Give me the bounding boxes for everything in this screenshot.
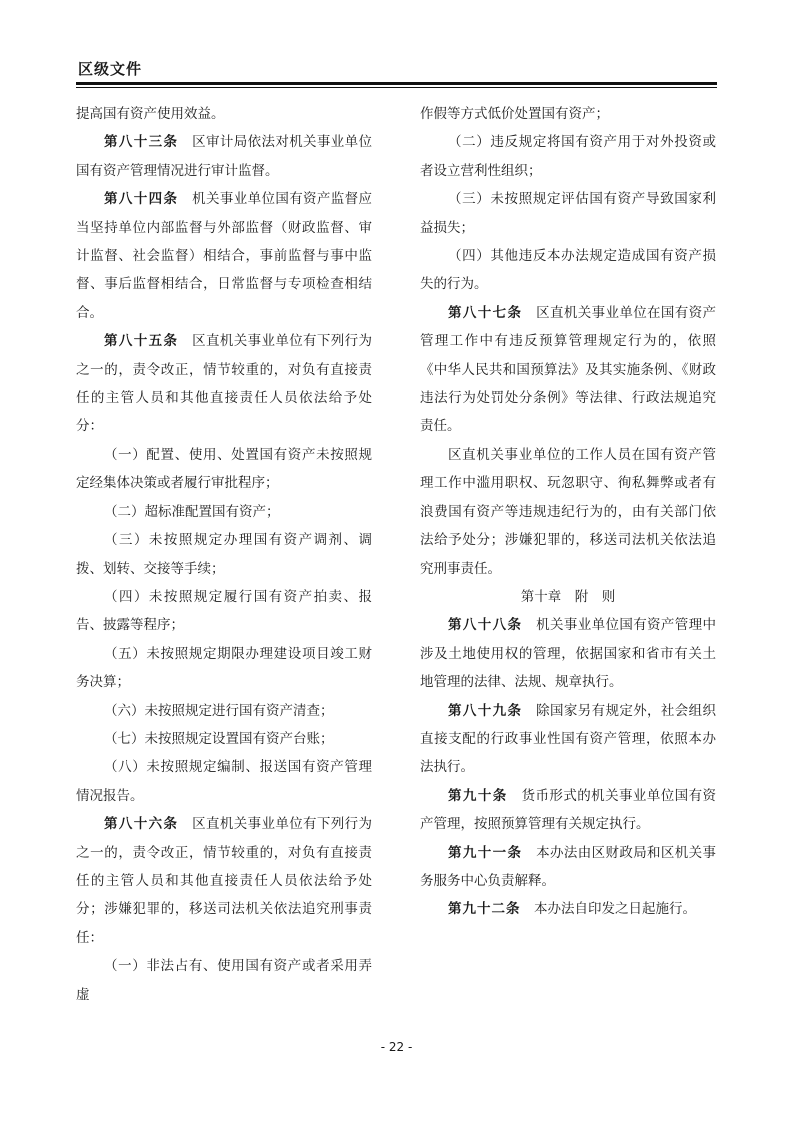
- article-83: 第八十三条 区审计局依法对机关事业单位国有资产管理情况进行审计监督。: [76, 134, 373, 179]
- article-91: 第九十一条 本办法由区财政局和区机关事务服务中心负责解释。: [420, 844, 717, 889]
- list-item: （六）未按照规定进行国有资产清查；: [104, 702, 334, 719]
- list-item: （五）未按照规定期限办理建设项目竣工财务决算；: [76, 645, 372, 691]
- article-number: 第八十六条: [104, 816, 179, 833]
- article-87: 第八十七条 区直机关事业单位在国有资产管理工作中有违反预算管理规定行为的，依照《中华人民共和国预算法》及其实施条例、《财政违法行为处罚处分条例》等法律、行政法规追究责任。: [420, 304, 717, 435]
- document-header-title: 区级文件: [78, 60, 143, 78]
- list-item: （二）超标准配置国有资产；: [104, 503, 280, 520]
- article-number: 第九十一条: [448, 844, 523, 861]
- article-85: 第八十五条 区直机关事业单位有下列行为之一的，责令改正，情节较重的，对负有直接责任的主管人员和其他直接责任人员依法给予处分：: [76, 333, 373, 435]
- article-number: 第八十九条: [448, 702, 523, 719]
- header-rule-thick: [76, 82, 717, 85]
- paragraph: 区直机关事业单位的工作人员在国有资产管理工作中滥用职权、玩忽职守、徇私舞弊或者有浪费国有资产等违规违纪行为的，由有关部门依法给予处分；涉嫌犯罪的，移送司法机关依法追究刑事责任。: [420, 446, 716, 577]
- list-item: （三）未按照规定评估国有资产导致国家利益损失；: [420, 191, 716, 236]
- article-88: 第八十八条 机关事业单位国有资产管理中涉及土地使用权的管理，依据国家和省市有关土地管理的法律、法规、规章执行。: [420, 617, 717, 691]
- article-number: 第八十七条: [448, 304, 523, 321]
- article-number: 第八十八条: [448, 617, 523, 634]
- chapter-heading: 第十章 附 则: [520, 588, 616, 605]
- list-item: （一）非法占有、使用国有资产或者采用弄虚: [76, 958, 372, 1003]
- article-number: 第八十三条: [104, 134, 179, 151]
- header-rule-thin: [76, 87, 717, 88]
- list-item: （二）违反规定将国有资产用于对外投资或者设立营利性组织；: [420, 134, 716, 179]
- list-item: （七）未按照规定设置国有资产台账；: [104, 730, 334, 747]
- article-89: 第八十九条 除国家另有规定外，社会组织直接支配的行政事业性国有资产管理，依照本办法执行。: [420, 702, 717, 776]
- article-86: 第八十六条 区直机关事业单位有下列行为之一的，责令改正，情节较重的，对负有直接责任的主管人员和其他直接责任人员依法给予处分；涉嫌犯罪的，移送司法机关依法追究刑事责任：: [76, 816, 373, 946]
- list-item: （三）未按照规定办理国有资产调剂、调拨、划转、交接等手续；: [76, 532, 372, 577]
- list-item: （一）配置、使用、处置国有资产未按照规定经集体决策或者履行审批程序；: [76, 446, 372, 492]
- right-column: [420, 100, 716, 924]
- article-92: 第九十二条 本办法自印发之日起施行。: [448, 901, 696, 918]
- article-84: 第八十四条 机关事业单位国有资产监督应当坚持单位内部监督与外部监督（财政监督、审计监督、社会监督）相结合，事前监督与事中监督、事后监督相结合，日常监督与专项检查相结合。: [76, 191, 373, 321]
- list-item: （四）其他违反本办法规定造成国有资产损失的行为。: [420, 248, 716, 293]
- article-number: 第八十五条: [104, 333, 179, 350]
- article-number: 第九十条: [448, 787, 508, 804]
- paragraph: 作假等方式低价处置国有资产；: [420, 106, 609, 122]
- list-item: （八）未按照规定编制、报送国有资产管理情况报告。: [76, 759, 372, 804]
- list-item: （四）未按照规定履行国有资产拍卖、报告、披露等程序；: [76, 588, 372, 634]
- article-90: 第九十条 货币形式的机关事业单位国有资产管理，按照预算管理有关规定执行。: [420, 787, 717, 833]
- left-column: [76, 100, 372, 1009]
- paragraph: 提高国有资产使用效益。: [76, 106, 225, 122]
- page-number: - 22 -: [380, 1040, 413, 1054]
- article-number: 第九十二条: [448, 901, 521, 918]
- article-number: 第八十四条: [104, 191, 179, 208]
